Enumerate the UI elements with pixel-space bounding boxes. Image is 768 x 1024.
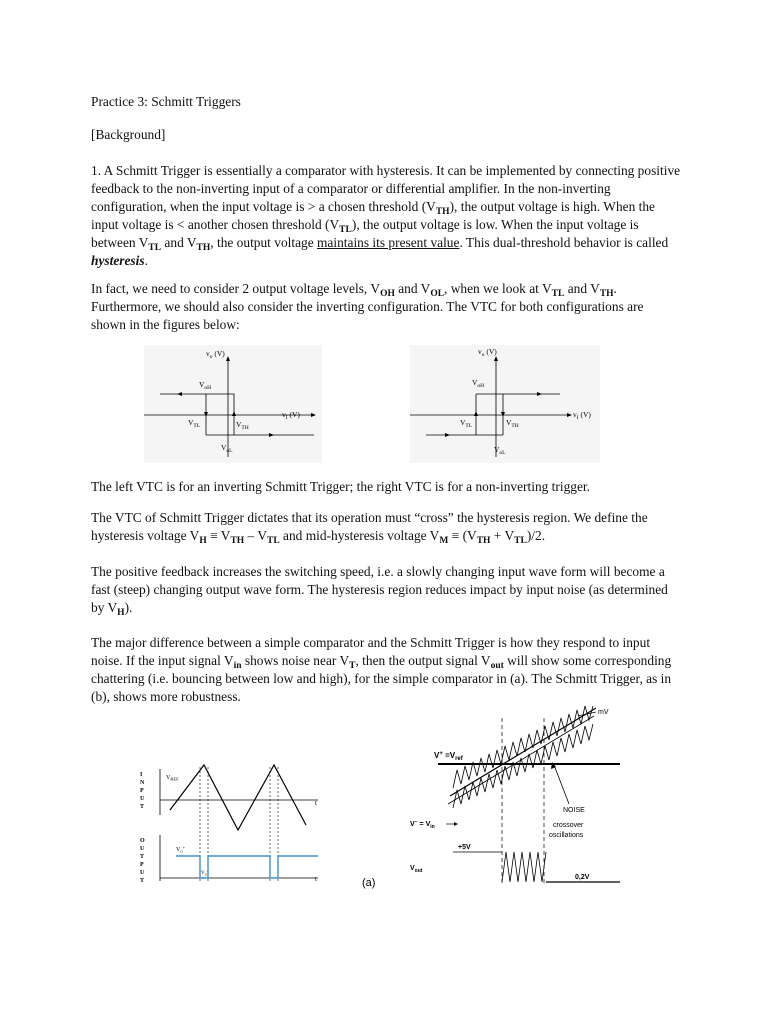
vth-label: $V_{TH}$ <box>236 420 249 431</box>
paragraph-noise-comparison: The major difference between a simple comparator and the Schmitt Trigger is how they respond to input noise. If the input signal $V_{in}$ shows noise near $V_T$, then the output signal $V_{out}$ will show some corresponding chattering (i.e. bouncing between low and high), for the simple comparator in (a). The Schmitt Trigger, as in (b), shows more robustness. <box>91 635 672 704</box>
voh-label: $V_{oH}$ <box>472 378 485 389</box>
vtc-inverting-figure <box>144 345 322 463</box>
hysteresis-term: hysteresis <box>91 253 145 268</box>
input-vertical-label <box>140 772 145 810</box>
output-vertical-label <box>140 838 145 884</box>
vo-plus-label: $V_o^+$ <box>176 844 186 854</box>
vol-label: $V_{oL}$ <box>494 445 506 456</box>
noise-crossover-figure <box>398 700 638 890</box>
underlined-phrase: maintains its present value <box>317 235 460 250</box>
vo-axis-label: $v_o$ (V) <box>206 349 225 360</box>
paragraph-output-levels: In fact, we need to consider 2 output voltage levels, $V_{OH}$ and $V_{OL}$, when we look at $V_{TL}$ and $V_{TH}$. Furthermore, we should also consider the inverting configuration. The VTC for both configurations are shown in the figures below: <box>91 281 644 332</box>
noise-label: NOISE <box>563 807 585 814</box>
background-heading: [Background] <box>91 127 166 142</box>
vol-label: $V_{oL}$ <box>221 443 233 454</box>
vi-axis-label: $v_I$ (V) <box>573 410 591 421</box>
svg-text:U: U <box>140 870 145 876</box>
svg-text:U: U <box>140 846 145 852</box>
svg-text:I: I <box>140 772 143 778</box>
vi-axis-label: $v_I$ (V) <box>282 410 300 421</box>
svg-text:P: P <box>140 788 144 794</box>
crossover-label-1: crossover <box>553 822 584 829</box>
paragraph-hysteresis-intro: 1. A Schmitt Trigger is essentially a comparator with hysteresis. It can be implemented by connecting positive feedback to the non-inverting input of a comparator or differential amplifier. In the non-inverting configuration, when the input voltage is > a chosen threshold $(V_{TH})$, the output voltage is high. When the input voltage is < another chosen threshold $(V_{TL})$, the output voltage is low. When the input voltage is between $V_{TL}$ and $V_{TH}$, the output voltage maintains its present value. This dual-threshold behavior is called hysteresis. <box>91 163 681 268</box>
figure-a-caption: (a) <box>362 877 376 889</box>
svg-text:T: T <box>140 854 145 860</box>
paragraph-vtc-caption: The left VTC is for an inverting Schmitt Trigger; the right VTC is for a non-inverting trigger. <box>91 479 590 494</box>
svg-text:t: t <box>315 799 317 807</box>
svg-text:t: t <box>315 875 317 883</box>
voh-label: $V_{oH}$ <box>199 380 212 391</box>
page-title: Practice 3: Schmitt Triggers <box>91 94 241 109</box>
vref-label: $V_{REF}$ <box>166 775 179 782</box>
v02-label: 0,2V <box>575 874 590 881</box>
svg-text:U: U <box>140 796 145 802</box>
svg-text:T: T <box>140 878 145 884</box>
vth-label: $V_{TH}$ <box>506 418 519 429</box>
vminus-label: $V^- = V_{in}$ <box>410 819 435 830</box>
svg-text:T: T <box>140 804 145 810</box>
vtl-label: $V_{TL}$ <box>460 418 473 429</box>
mv-label: mV <box>598 709 609 716</box>
vtl-label: $V_{TL}$ <box>188 418 201 429</box>
vo-minus-label: $V_o^-$ <box>201 868 209 877</box>
comparator-waveform-figure <box>128 755 388 895</box>
svg-text:P: P <box>140 862 144 868</box>
vplus-label: $V^+ =V_{ref}$ <box>434 751 463 762</box>
vout-label: $V_{out}$ <box>410 865 423 874</box>
plus5v-label: +5V <box>458 844 471 851</box>
paragraph-positive-feedback: The positive feedback increases the switching speed, i.e. a slowly changing input wave form will become a fast (steep) changing output wave form. The hysteresis region reduces impact by input noise (as determined by $V_H$). <box>91 564 668 618</box>
vo-axis-label: $v_o$ (V) <box>478 347 497 358</box>
vtc-noninverting-figure <box>410 345 600 463</box>
crossover-label-2: oscillations <box>549 832 584 839</box>
svg-text:O: O <box>140 838 145 844</box>
paragraph-hysteresis-definition: The VTC of Schmitt Trigger dictates that its operation must “cross” the hysteresis region. We define the hysteresis voltage $V_H \equiv V_{TH} - V_{TL}$ and mid-hysteresis voltage $V_M \equiv (V_{TH} + V_{TL})/2$. <box>91 510 648 546</box>
svg-text:N: N <box>140 780 145 786</box>
